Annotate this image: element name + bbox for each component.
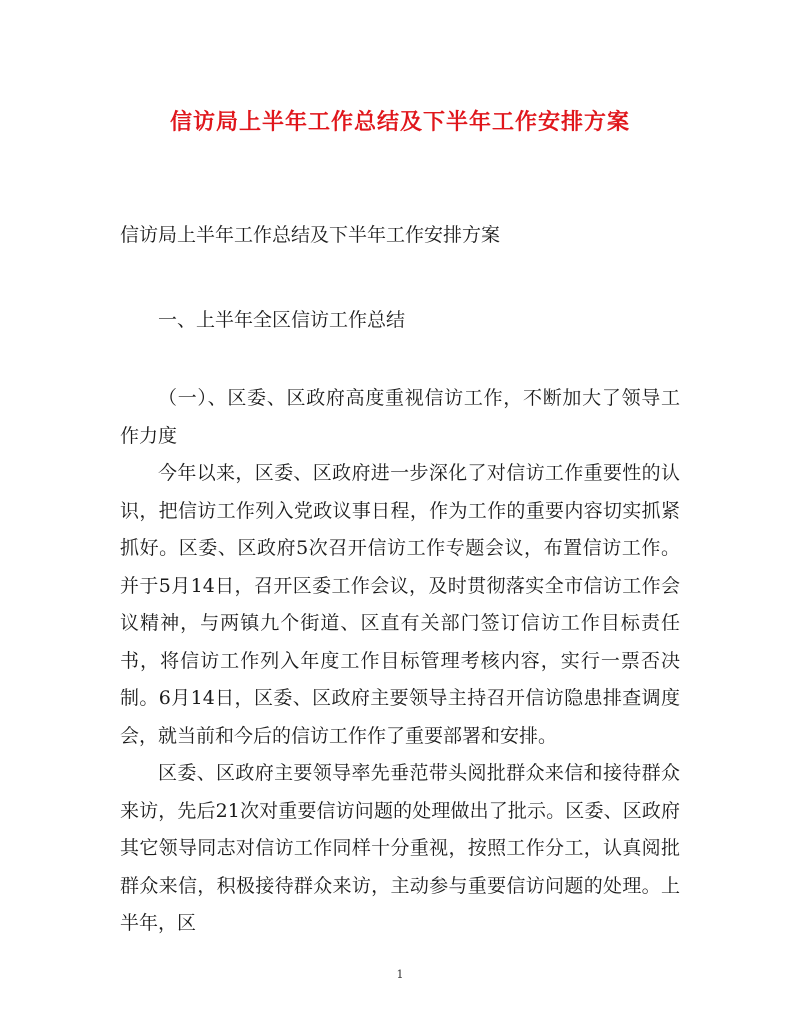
body-paragraph-2: 区委、区政府主要领导率先垂范带头阅批群众来信和接待群众来访，先后21次对重要信访问题的处理做出了批示。区委、区政府其它领导同志对信访工作同样十分重视，按照工作分工，认真阅批群众来信，积极接待群众来访，主动参与重要信访问题的处理。上半年，区 bbox=[120, 762, 680, 934]
subsection-heading: （一）、区委、区政府高度重视信访工作，不断加大了领导工作力度 bbox=[120, 387, 680, 447]
document-title: 信访局上半年工作总结及下半年工作安排方案 bbox=[169, 109, 630, 135]
page-number: 1 bbox=[396, 968, 404, 981]
document-subtitle: 信访局上半年工作总结及下半年工作安排方案 bbox=[120, 224, 501, 246]
section-heading: 一、上半年全区信访工作总结 bbox=[158, 309, 406, 331]
body-paragraph-1: 今年以来，区委、区政府进一步深化了对信访工作重要性的认识，把信访工作列入党政议事日程，作为工作的重要内容切实抓紧抓好。区委、区政府5次召开信访工作专题会议，布置信访工作。并于5月14日，召开区委工作会议，及时贯彻落实全市信访工作会议精神，与两镇九个街道、区直有关部门签订信访工作目标责任书，将信访工作列入年度工作目标管理考核内容，实行一票否决制。6月14日，区委、区政府主要领导主持召开信访隐患排查调度会，就当前和今后的信访工作作了重要部署和安排。 bbox=[120, 462, 680, 747]
document-body bbox=[120, 380, 680, 943]
